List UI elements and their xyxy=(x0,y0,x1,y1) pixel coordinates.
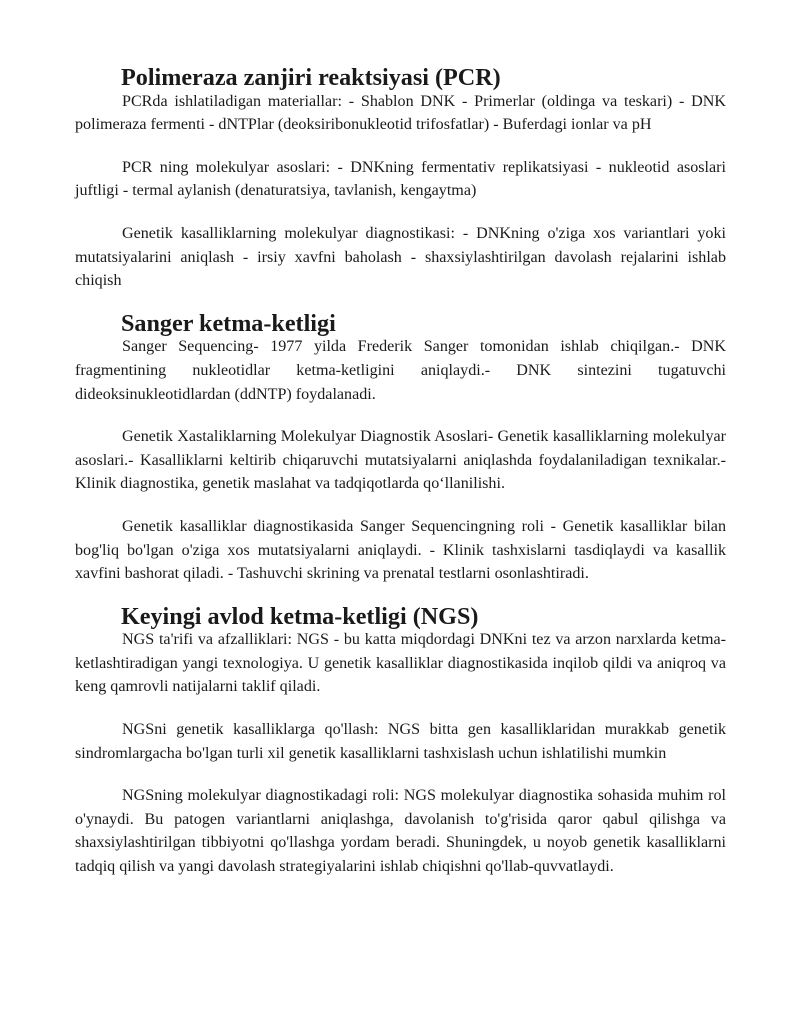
paragraph-ngs-role: NGSning molekulyar diagnostikadagi roli: NGS molekulyar diagnostika sohasida muhim rol o'ynaydi. Bu patogen variantlarni aniqlashga, davolanish to'g'risida qaror qabul qilishga va shaxsiylashtirilgan tibbiyotni qo'llashga yordam beradi. Shuningdek, u noyob genetik kasalliklarni tadqiq qilish va yangi davolash strategiyalarini ishlab chiqishni qo'llab-quvvatlaydi. xyxy=(75,787,726,876)
paragraph-pcr-materials: PCRda ishlatiladigan materiallar: - Shablon DNK - Primerlar (oldinga va teskari) - DNK polimeraza fermenti - dNTPlar (deoksiribonukleotid trifosfatlar) - Buferdagi ionlar va pH xyxy=(75,92,726,134)
section-heading-ngs: Keyingi avlod ketma-ketligi (NGS) xyxy=(121,602,479,630)
paragraph-ngs-definition: NGS ta'rifi va afzalliklari: NGS - bu katta miqdordagi DNKni tez va arzon narxlarda ketma-ketlashtiradigan yangi texnologiya. U genetik kasalliklar diagnostikasida inqilob qildi va aniqroq va keng qamrovli natijalarni taklif qiladi. xyxy=(75,631,726,696)
paragraph-ngs-application: NGSni genetik kasalliklarga qo'llash: NGS bitta gen kasalliklaridan murakkab genetik sindromlargacha bo'lgan turli xil genetik kasalliklarni tashxislash uchun ishlatilishi mumkin xyxy=(75,721,726,762)
paragraph-pcr-basis: PCR ning molekulyar asoslari: - DNKning fermentativ replikatsiyasi - nukleotid asoslari juftligi - termal aylanish (denaturatsiya, tavlanish, kengaytma) xyxy=(75,158,726,200)
section-heading-sanger: Sanger ketma-ketligi xyxy=(121,309,336,337)
paragraph-sanger-sequencing: Sanger Sequencing- 1977 yilda Frederik Sanger tomonidan ishlab chiqilgan.- DNK fragmentining nukleotidlar ketma-ketligini aniqlaydi.- DNK sintezini tugatuvchi dideoksinukleotidlardan (ddNTP) foydalanadi. xyxy=(75,338,726,403)
section-heading-pcr: Polimeraza zanjiri reaktsiyasi (PCR) xyxy=(121,64,501,91)
paragraph-genetic-disease-basis: Genetik Xastaliklarning Molekulyar Diagnostik Asoslari- Genetik kasalliklarning molekulyar asoslari.- Kasalliklarni keltirib chiqaruvchi mutatsiyalarni aniqlashda foydalaniladigan texnikalar.- Klinik diagnostika, genetik maslahat va tadqiqotlarda qo‘llanilishi. xyxy=(75,428,726,493)
document-page xyxy=(75,66,726,898)
paragraph-sanger-role: Genetik kasalliklar diagnostikasida Sanger Sequencingning roli - Genetik kasalliklar bilan bog'liq bo'lgan o'ziga xos mutatsiyalarni aniqlaydi. - Klinik tashxislarni tasdiqlaydi va kasallik xavfini bashorat qiladi. - Tashuvchi skrining va prenatal testlarni osonlashtiradi. xyxy=(75,517,726,583)
paragraph-molecular-diagnostics: Genetik kasalliklarning molekulyar diagnostikasi: - DNKning o'ziga xos variantlari yoki mutatsiyalarini aniqlash - irsiy xavfni baholash - shaxsiylashtirilgan davolash rejalarini ishlab chiqish xyxy=(75,224,726,290)
